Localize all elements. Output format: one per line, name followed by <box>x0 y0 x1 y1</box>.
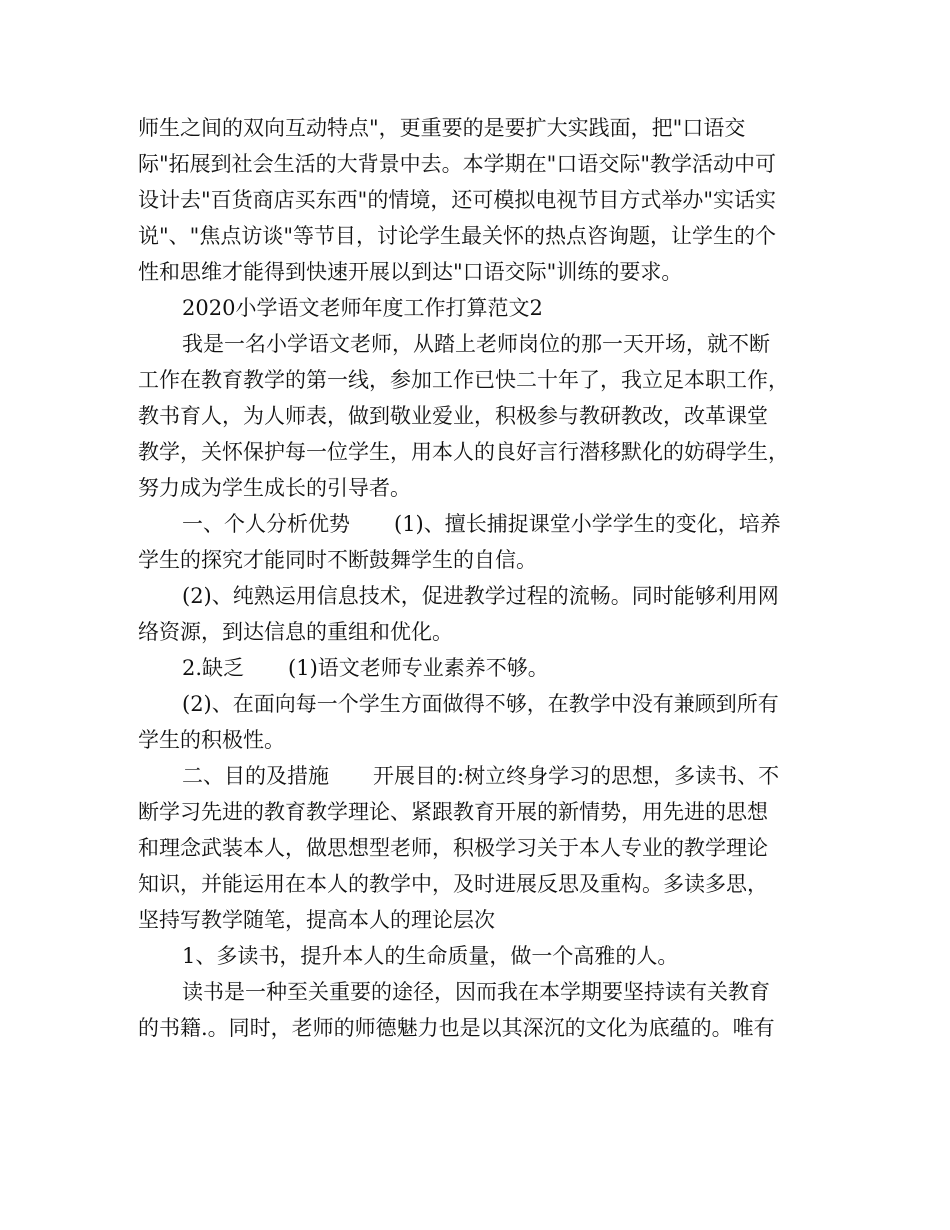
text-line: 师生之间的双向互动特点"，更重要的是要扩大实践面，把"口语交 <box>138 116 746 140</box>
subheading-strengths: 一、个人分析优势 <box>182 512 350 536</box>
subheading-weakness: 2.缺乏 <box>182 656 245 680</box>
text-line: 设计去"百货商店买东西"的情境，还可模拟电视节目方式举办"实话实 <box>138 188 776 212</box>
subheading-goals: 二、目的及措施 <box>182 764 329 788</box>
section-heading: 2020小学语文老师年度工作打算范文2 <box>182 296 543 320</box>
text-line: 说"、"焦点访谈"等节目，讨论学生最关怀的热点咨询题，让学生的个 <box>138 224 776 248</box>
text-line <box>138 758 818 794</box>
text-line: 1、多读书，提升本人的生命质量，做一个高雅的人。 <box>182 944 679 968</box>
text-line: 络资源，到达信息的重组和优化。 <box>138 620 453 644</box>
text-line <box>138 650 818 686</box>
text-line: 和理念武装本人，做思想型老师，积极学习关于本人专业的教学理论 <box>138 836 768 860</box>
text-line: 坚持写教学随笔，提高本人的理论层次 <box>138 908 495 932</box>
text-line: 的书籍.。同时，老师的师德魅力也是以其深沉的文化为底蕴的。唯有 <box>138 1016 775 1040</box>
text-fragment: (1)语文老师专业素养不够。 <box>288 656 549 680</box>
text-line <box>138 506 818 542</box>
text-line: (2)、在面向每一个学生方面做得不够，在教学中没有兼顾到所有 <box>182 692 779 716</box>
text-line: 努力成为学生成长的引导者。 <box>138 476 411 500</box>
text-line: 学生的积极性。 <box>138 728 285 752</box>
document-body <box>138 110 818 1046</box>
text-line: 工作在教育教学的第一线，参加工作已快二十年了，我立足本职工作， <box>138 368 789 392</box>
text-fragment: (1)、擅长捕捉课堂小学学生的变化，培养 <box>394 512 781 536</box>
text-fragment: 开展目的:树立终身学习的思想，多读书、不 <box>373 764 780 788</box>
text-line: 际"拓展到社会生活的大背景中去。本学期在"口语交际"教学活动中可 <box>138 152 776 176</box>
text-line: 教学，关怀保护每一位学生，用本人的良好言行潜移默化的妨碍学生， <box>138 440 789 464</box>
text-line: 教书育人，为人师表，做到敬业爱业，积极参与教研教改，改革课堂 <box>138 404 768 428</box>
text-line: 读书是一种至关重要的途径，因而我在本学期要坚持读有关教育 <box>182 980 770 1004</box>
text-line: (2)、纯熟运用信息技术，促进教学过程的流畅。同时能够利用网 <box>182 584 779 608</box>
text-line: 我是一名小学语文老师，从踏上老师岗位的那一天开场，就不断 <box>182 332 770 356</box>
text-line: 性和思维才能得到快速开展以到达"口语交际"训练的要求。 <box>138 260 683 284</box>
text-line: 断学习先进的教育教学理论、紧跟教育开展的新情势，用先进的思想 <box>138 800 768 824</box>
text-line: 知识，并能运用在本人的教学中，及时进展反思及重构。多读多思， <box>138 872 768 896</box>
text-line: 学生的探究才能同时不断鼓舞学生的自信。 <box>138 548 537 572</box>
